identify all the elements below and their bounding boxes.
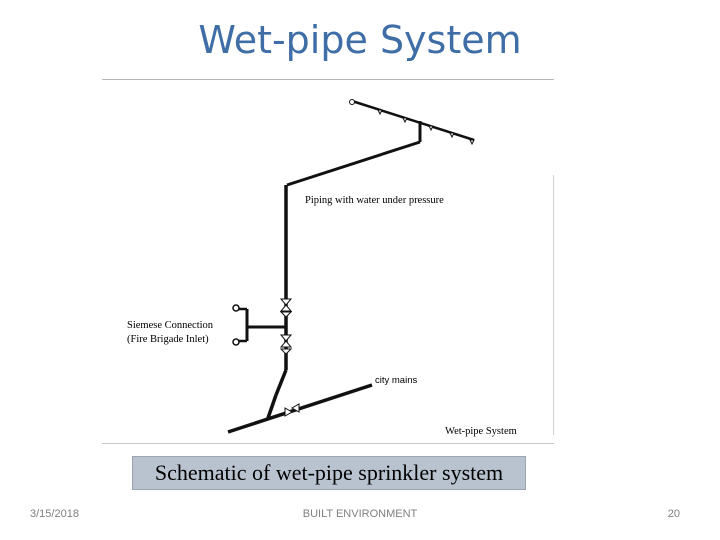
sprinkler-head [429,126,433,130]
sprinkler-head [403,118,407,122]
city-main-pipe [228,385,372,432]
siemese-label-line1: Siemese Connection [127,320,214,331]
sprinkler-head [470,140,474,144]
riser-valve [281,349,291,354]
city-mains-label: city mains [375,375,418,386]
piping-label: Piping with water under pressure [305,195,444,206]
footer-page-number: 20 [667,508,680,520]
siemese-inlet-coupling [233,305,239,311]
sprinkler-branch-line [352,101,474,140]
sprinkler-head [450,133,454,137]
cross-main-pipe [287,142,420,185]
footer-center-text: BUILT ENVIRONMENT [302,508,418,520]
slide-title: Wet-pipe System [198,18,522,62]
riser-valve [281,299,291,311]
footer-date: 3/15/2018 [30,508,79,520]
system-name-label: Wet-pipe System [445,426,517,437]
siemese-label-line2: (Fire Brigade Inlet) [127,334,209,345]
riser-valve [281,335,291,347]
riser-valve [281,312,291,317]
sprinkler-head [378,110,382,114]
siemese-inlet-coupling [233,339,239,345]
sprinkler-head [350,100,355,105]
diagram-caption: Schematic of wet-pipe sprinkler system [132,456,526,490]
lower-riser-pipe [276,370,286,395]
lower-riser-pipe [268,395,276,418]
